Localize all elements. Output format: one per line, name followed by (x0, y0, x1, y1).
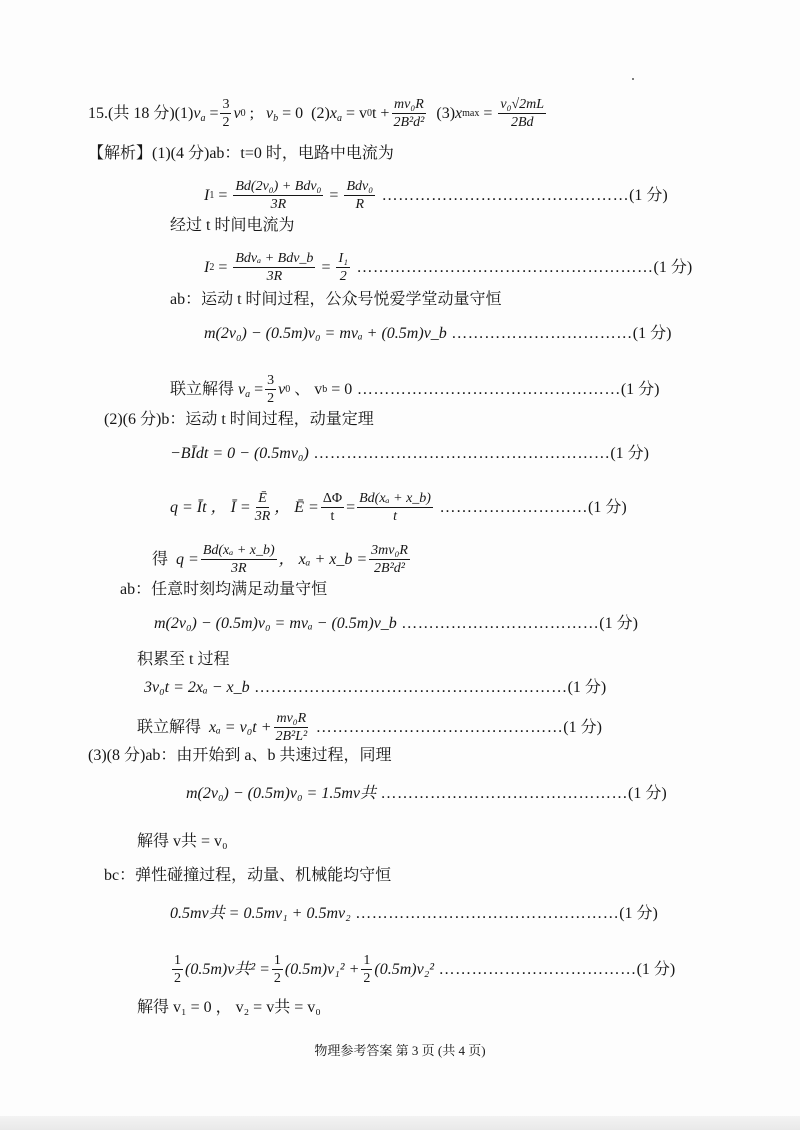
analysis-part2: (2)(6 分)b：运动 t 时间过程，动量定理 (104, 411, 374, 428)
eq-charge: q = Īt ， Ī = $\frac{Ē}{3R}$ ， Ē = $\frac{\Delta\Phi}{t}$ = $\frac{\text{Bd(xₐ + x\_b)}}{t}$ ……………………… (1 分) (170, 491, 627, 524)
question-label: 15.(共 18 分) (88, 104, 175, 122)
text-ab-any: ab：任意时刻均满足动量守恒 (120, 581, 328, 598)
eq-momentum-1: m(2v₀) − (0.5m)v₀ = mvₐ + (0.5m)v_b …………………………… (1 分) (204, 325, 672, 342)
eq-xa-solution: 联立解得 xₐ = v₀t + $\frac{\text{mv₀R}}{\text{2B²L²}}$ ……………………………………… (1 分) (137, 711, 602, 744)
page-bottom-edge (0, 1116, 800, 1130)
page-footer: 物理参考答案 第 3 页 (共 4 页) (314, 1043, 486, 1058)
eq-momentum-4: 0.5mv共 = 0.5mv₁ + 0.5mv₂ ………………………………………… (1 分) (170, 905, 658, 922)
analysis-part3: (3)(8 分)ab：由开始到 a、b 共速过程，同理 (88, 747, 392, 764)
eq-energy: $\frac{1}{2}$ (0.5m)v共² = $\frac{1}{2}$ (0.5m)v₁² + $\frac{1}{2}$ (0.5m)v₂² ……………………………… (1 分) (174, 953, 676, 986)
text-accumulate: 积累至 t 过程 (137, 651, 230, 668)
eq-impulse: −BĪdt = 0 − (0.5mv₀) ……………………………………………… (1 分) (170, 445, 649, 462)
eq-momentum-2: m(2v₀) − (0.5m)v₀ = mvₐ − (0.5m)v_b ……………………………… (1 分) (154, 615, 638, 632)
text-ab-momentum: ab：运动 t 时间过程，公众号悦爱学堂动量守恒 (170, 291, 502, 308)
speck (632, 78, 634, 80)
analysis-part1: 【解析】(1)(4 分)ab：t=0 时，电路中电流为 (88, 145, 394, 162)
eq-momentum-3: m(2v₀) − (0.5m)v₀ = 1.5mv共 ……………………………………… (1 分) (186, 785, 667, 802)
eq-i1: I 1 = $\frac{\text{Bd(2v₀) + Bdv₀}}{3R}$ = $\frac{\text{Bdv₀}}{R}$ ……………………………………… (1 分) (204, 179, 668, 212)
eq-solve-1: 联立解得 $v_a$ = $\frac{3}{2}$ v 0 、 v b = 0 ………………………………………… (1 分) (170, 373, 660, 406)
text-final: 解得 v₁ = 0 ， v₂ = v共 = v₀ (137, 999, 321, 1016)
eq-q-result: 得 q = $\frac{\text{Bd(xₐ + x\_b)}}{3R}$ ， xₐ + x_b = $\frac{\text{3mv₀R}}{\text{2B²d²}}$ (152, 543, 408, 576)
eq-i2: I 2 = $\frac{\text{Bdvₐ + Bdv\_b}}{3R}$ = $\frac{\text{I₁}}{2}$ ……………………………………………… (1 分) (204, 251, 693, 284)
xa-fraction: $\frac{\text{mv₀R}}{\text{2B²d²}}$ (393, 97, 425, 130)
xmax-fraction: $\frac{\text{v₀√2mL}}{2Bd}$ (500, 97, 545, 130)
text-bc: bc：弹性碰撞过程，动量、机械能均守恒 (104, 867, 392, 884)
text-solve-common: 解得 v共 = v₀ (137, 833, 228, 850)
text-time-t: 经过 t 时间电流为 (170, 217, 295, 234)
eq-accumulate: 3v₀t = 2xₐ − x_b ………………………………………………… (1 分) (144, 679, 607, 696)
va-fraction: $\frac{3}{2}$ (222, 97, 230, 130)
answer-summary: 15.(共 18 分) (1) $v_a$ = $\frac{3}{2}$ v 0 ; $v_b$ = 0 (2) $x_a$ = v 0 t + $\frac{\text{mv₀R}}{\text{2B²d²}}$ (3) x max = $\frac{\text{v₀√2mL}}{2Bd}$ (88, 97, 545, 130)
